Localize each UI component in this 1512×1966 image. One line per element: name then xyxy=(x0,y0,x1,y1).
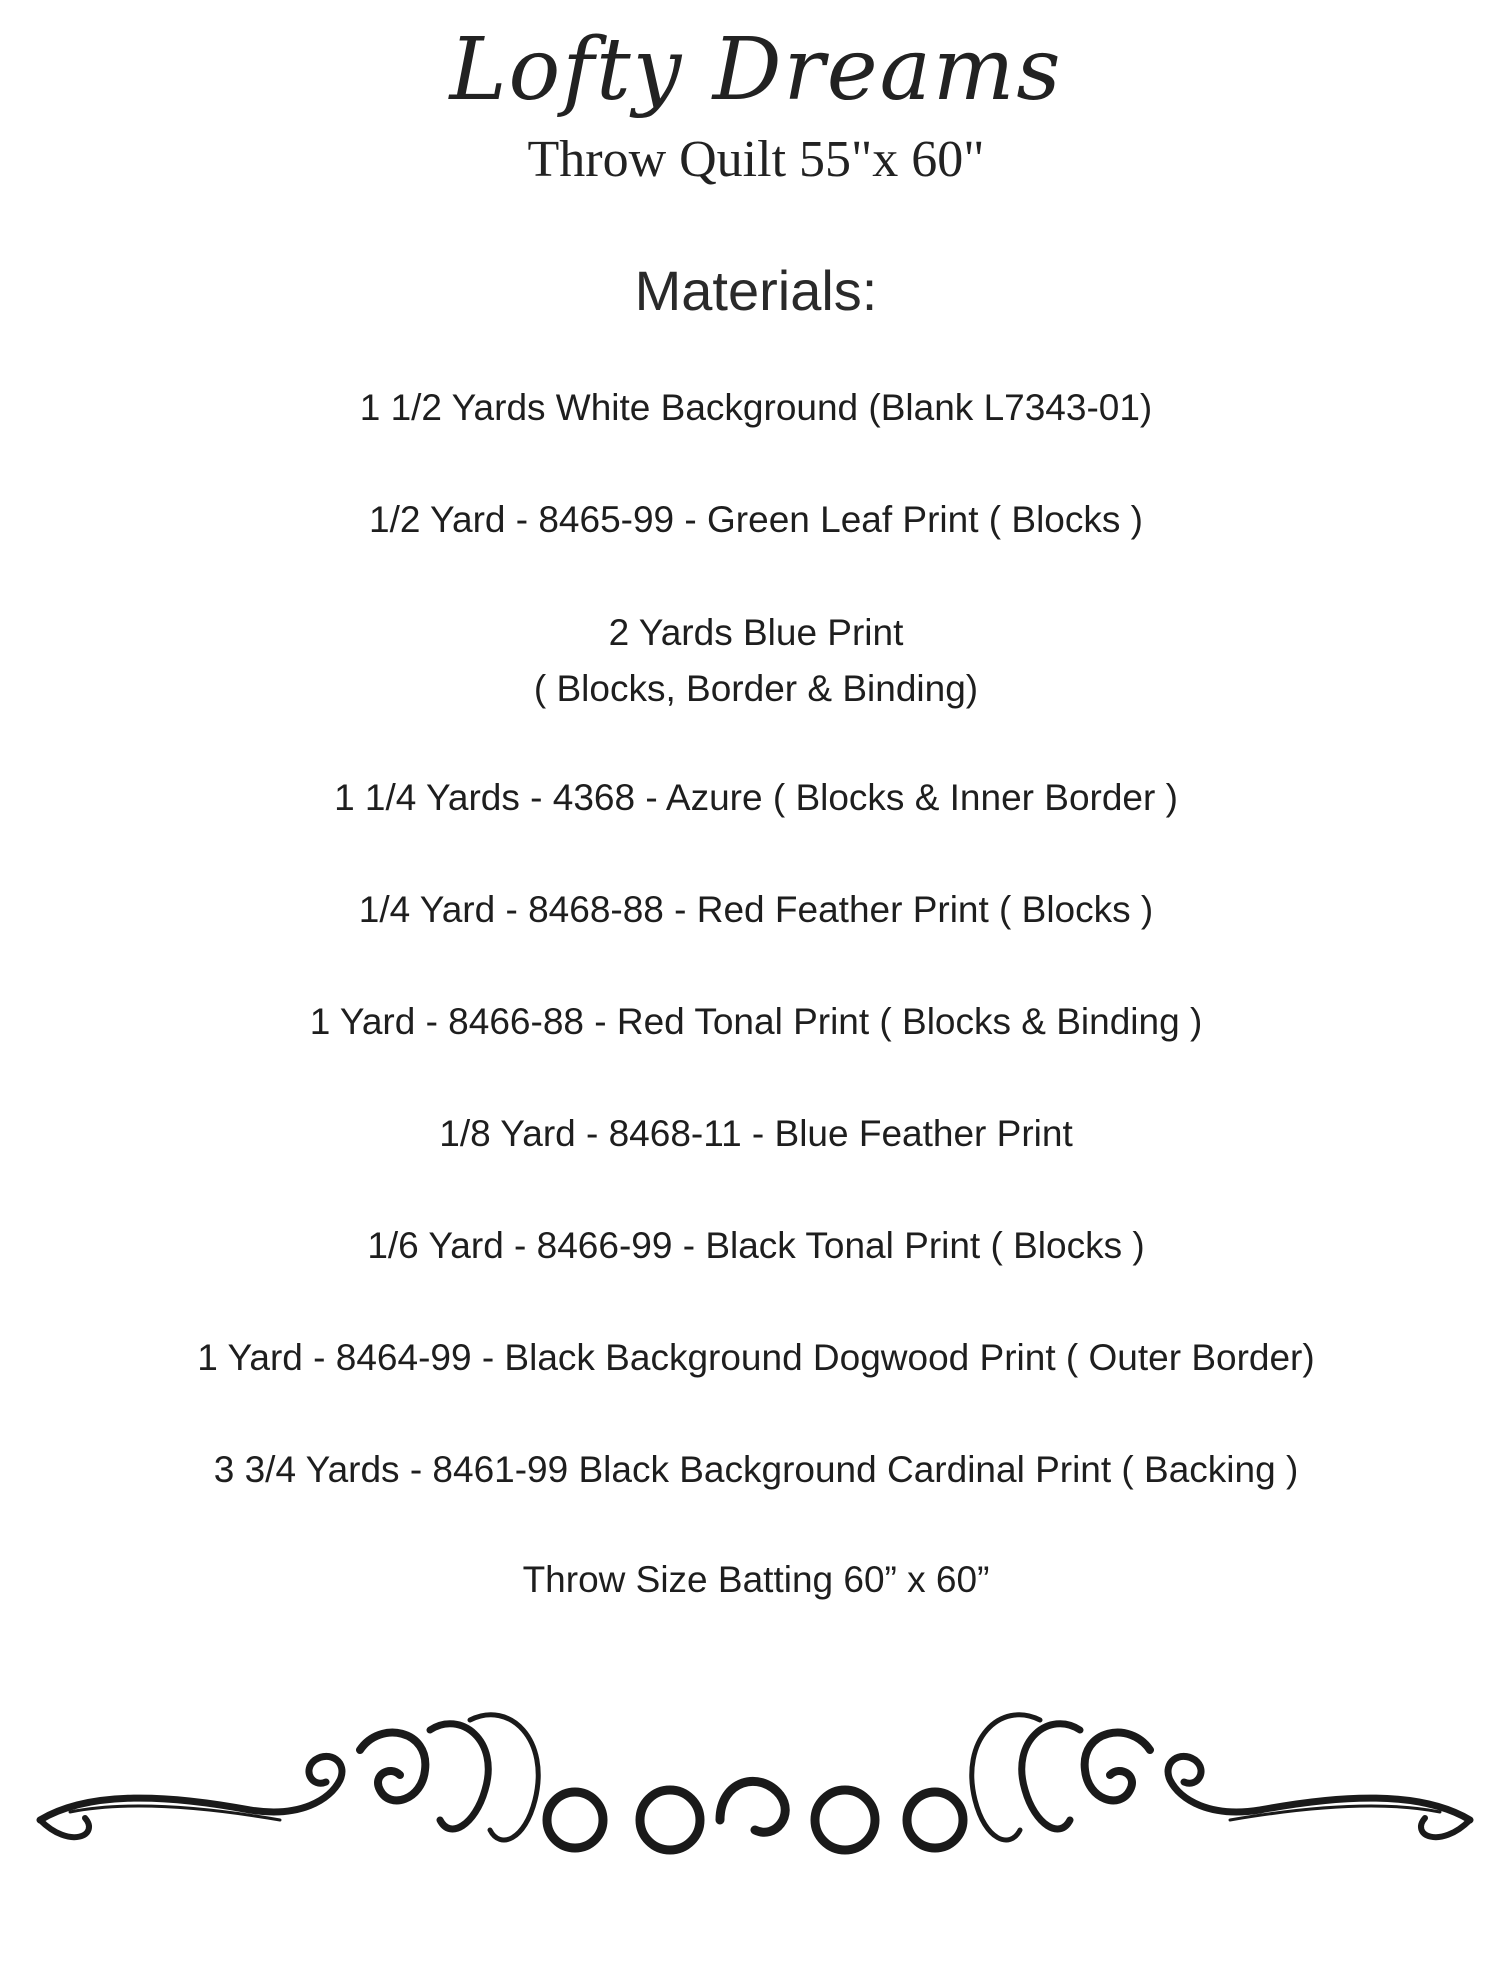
materials-heading: Materials: xyxy=(634,259,878,322)
materials-item: Throw Size Batting 60” x 60” xyxy=(522,1559,990,1600)
materials-item xyxy=(0,605,1512,717)
materials-item: 3 3/4 Yards - 8461-99 Black Background Cardinal Print ( Backing ) xyxy=(213,1449,1299,1490)
materials-item: 1/8 Yard - 8468-11 - Blue Feather Print xyxy=(439,1113,1073,1154)
page-title: Lofty Dreams xyxy=(449,20,1063,120)
materials-item: 1/6 Yard - 8466-99 - Black Tonal Print ( Blocks ) xyxy=(367,1225,1145,1266)
materials-item-line1: 2 Yards Blue Print xyxy=(608,612,904,653)
materials-item: 1 Yard - 8464-99 - Black Background Dogwood Print ( Outer Border) xyxy=(197,1337,1315,1378)
materials-item: 1/4 Yard - 8468-88 - Red Feather Print ( Blocks ) xyxy=(358,889,1154,930)
materials-item: 1/2 Yard - 8465-99 - Green Leaf Print ( Blocks ) xyxy=(369,499,1143,540)
materials-item: 1 1/2 Yards White Background (Blank L7343-01) xyxy=(359,387,1153,428)
materials-item: 1 1/4 Yards - 4368 - Azure ( Blocks & Inner Border ) xyxy=(334,777,1178,818)
materials-item: 1 Yard - 8466-88 - Red Tonal Print ( Blocks & Binding ) xyxy=(309,1001,1203,1042)
materials-item-line2: ( Blocks, Border & Binding) xyxy=(533,668,979,709)
page-subtitle: Throw Quilt 55"x 60" xyxy=(527,131,985,188)
scroll-flourish-icon xyxy=(30,1700,1480,1890)
